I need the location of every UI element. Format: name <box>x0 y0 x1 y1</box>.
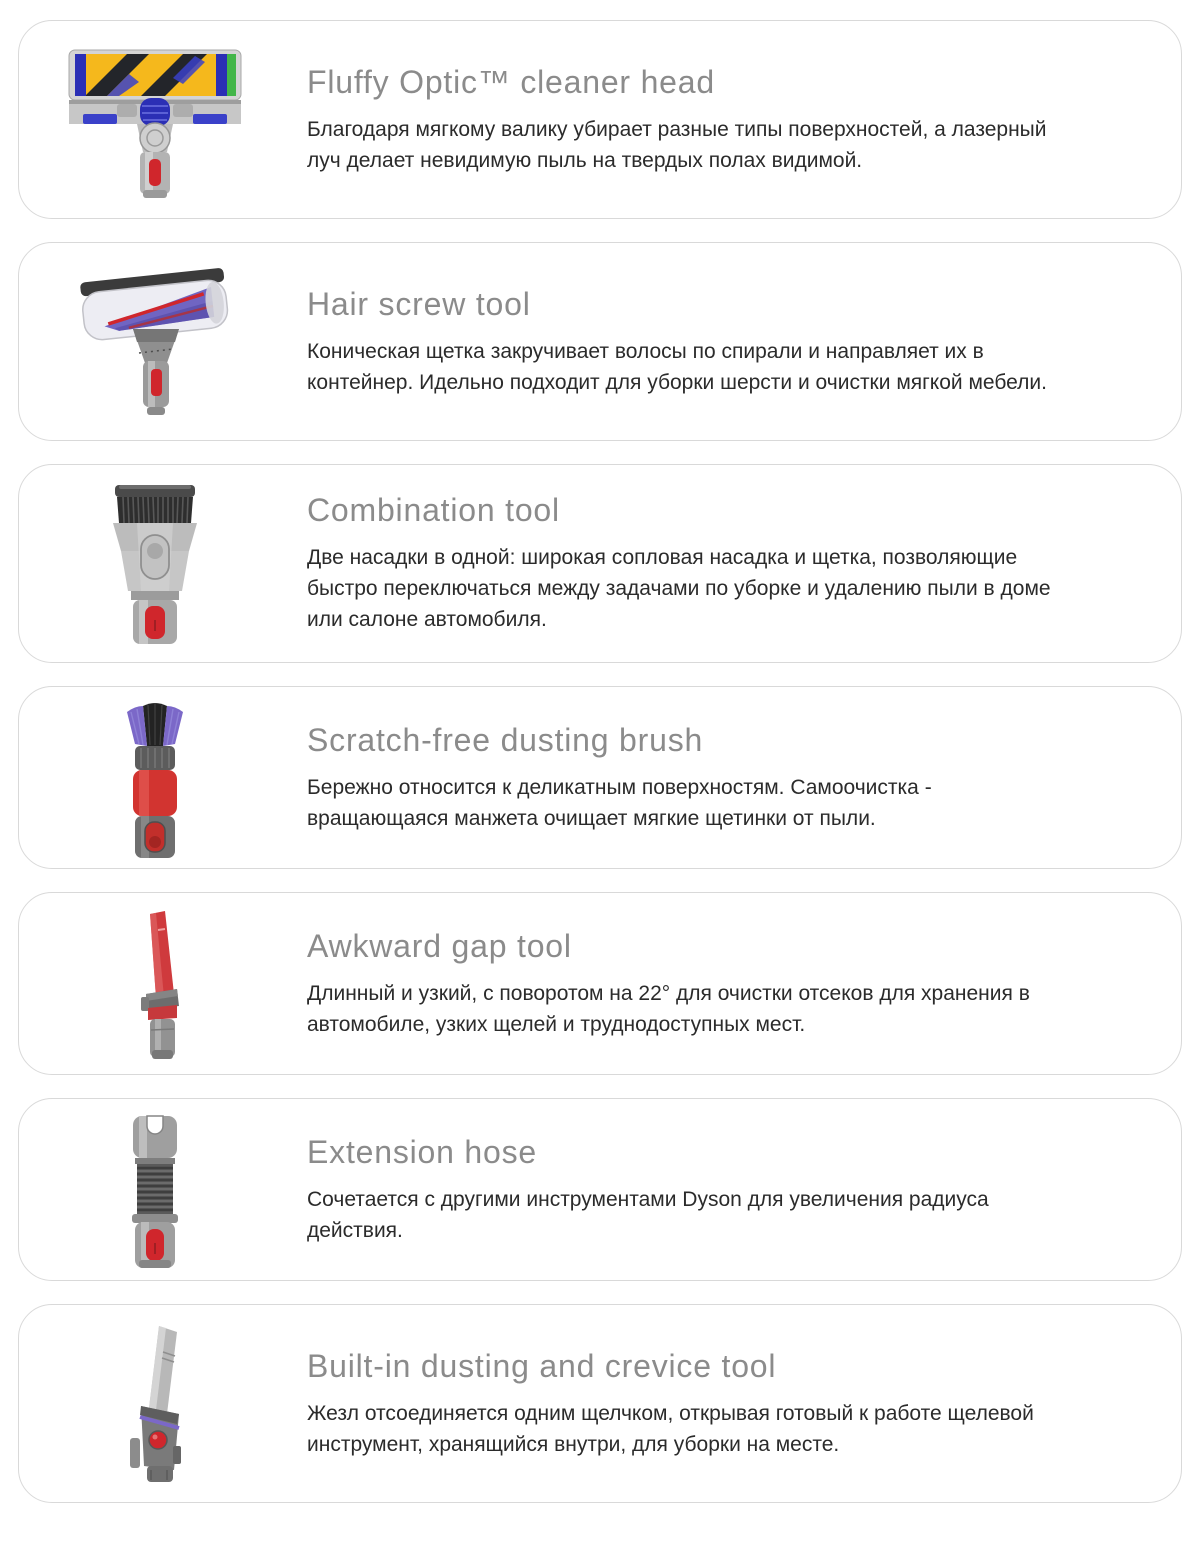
card-title: Built-in dusting and crevice tool <box>307 1347 777 1384</box>
product-image-wrap <box>19 259 291 425</box>
card-combination-tool <box>18 464 1182 663</box>
product-image-wrap <box>19 696 291 860</box>
card-description: Жезл отсоединяется одним щелчком, открывая готовый к работе щелевой инструмент, хранящийся внутри, для уборки на месте. <box>307 1401 1034 1456</box>
card-description: Две насадки в одной: широкая сопловая насадка и щетка, позволяющие быстро переключаться между задачами по уборке и удалению пыли в доме или салоне автомобиля. <box>307 546 1051 631</box>
awkward-gap-tool-image <box>55 902 255 1066</box>
built-in-dusting-and-crevice-tool-image <box>55 1320 255 1488</box>
card-title: Fluffy Optic™ cleaner head <box>307 63 715 100</box>
card-description: Длинный и узкий, с поворотом на 22° для очистки отсеков для хранения в автомобиле, узких щелей и труднодоступных мест. <box>307 981 1030 1036</box>
card-fluffy-optic-cleaner-head <box>18 20 1182 219</box>
card-title: Scratch-free dusting brush <box>307 721 704 758</box>
product-image-wrap <box>19 40 291 200</box>
card-description: Бережно относится к деликатным поверхностям. Самоочистка - вращающаяся манжета очищает мягкие щетинки от пыли. <box>307 775 932 830</box>
card-hair-screw-tool <box>18 242 1182 441</box>
fluffy-optic-cleaner-head-image <box>55 40 255 200</box>
product-image-wrap <box>19 1108 291 1272</box>
card-title: Extension hose <box>307 1133 538 1170</box>
card-built-in-dusting-and-crevice-tool <box>18 1304 1182 1503</box>
card-title: Combination tool <box>307 492 560 528</box>
card-title: Awkward gap tool <box>307 927 572 964</box>
product-image-wrap <box>19 1320 291 1488</box>
product-image-wrap <box>19 479 291 649</box>
extension-hose-image <box>55 1108 255 1272</box>
hair-screw-tool-image <box>55 259 255 425</box>
card-extension-hose <box>18 1098 1182 1281</box>
card-description: Сочетается с другими инструментами Dyson для увеличения радиуса действия. <box>307 1187 989 1242</box>
product-image-wrap <box>19 902 291 1066</box>
card-title: Hair screw tool <box>307 285 531 322</box>
card-description: Коническая щетка закручивает волосы по спирали и направляет их в контейнер. Идельно подходит для уборки шерсти и очистки мягкой мебели. <box>307 339 1047 394</box>
card-scratch-free-dusting-brush <box>18 686 1182 869</box>
card-awkward-gap-tool <box>18 892 1182 1075</box>
card-description: Благодаря мягкому валику убирает разные типы поверхностей, а лазерный луч делает невидимую пыль на твердых полах видимой. <box>307 117 1047 172</box>
scratch-free-dusting-brush-image <box>55 696 255 860</box>
combination-tool-image <box>55 479 255 649</box>
